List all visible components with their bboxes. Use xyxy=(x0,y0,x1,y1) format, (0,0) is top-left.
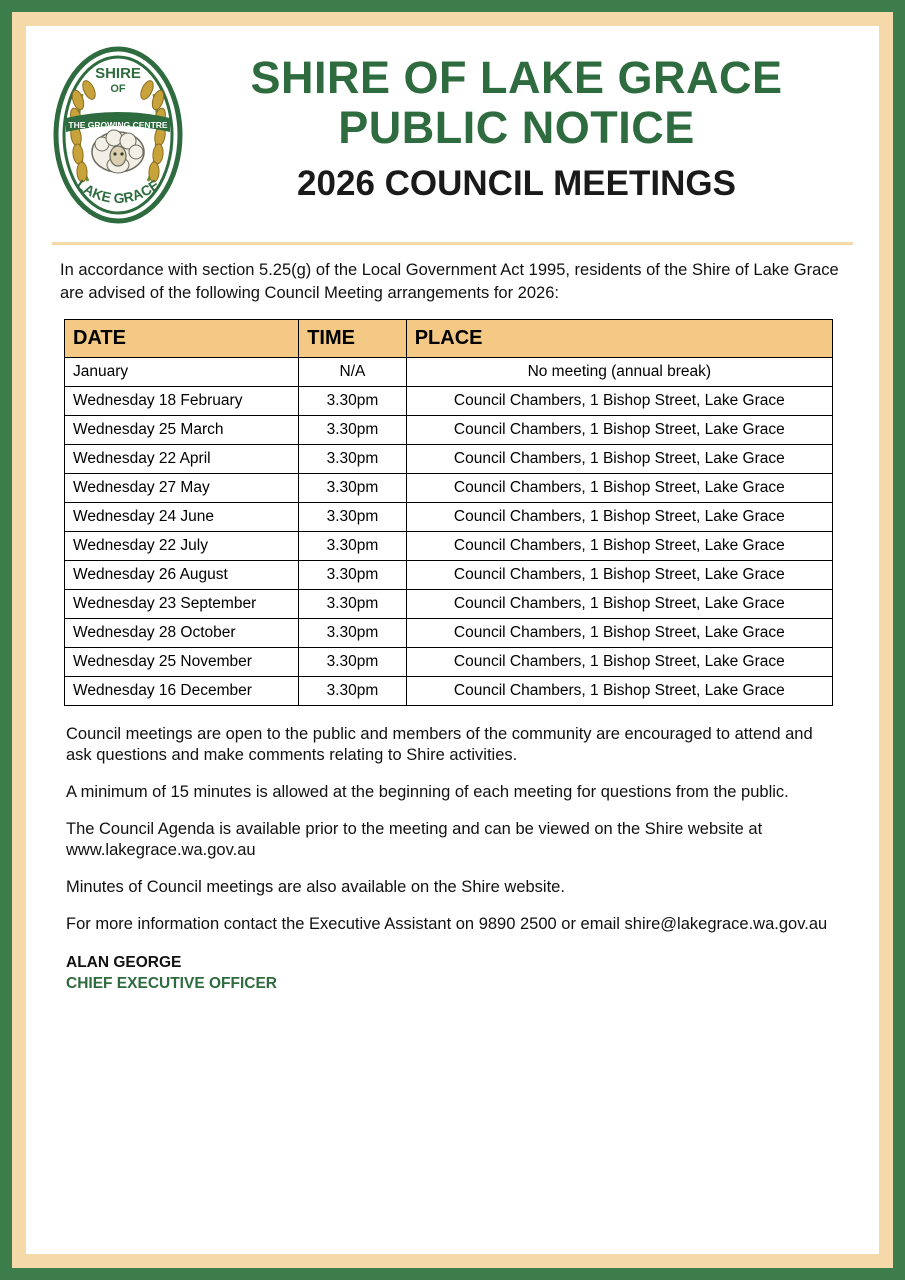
signatory-name: ALAN GEORGE xyxy=(66,954,182,972)
table-row xyxy=(65,647,833,676)
table-row xyxy=(65,473,833,502)
cell-time: 3.30pm xyxy=(299,560,407,589)
body-paragraph-contact: For more information contact the Executive Assistant on 9890 2500 or email shire@lakegrace.wa.gov.au xyxy=(66,915,828,934)
cell-date: Wednesday 18 February xyxy=(65,386,299,415)
cell-time: 3.30pm xyxy=(299,676,407,705)
column-header-time: TIME xyxy=(299,319,407,357)
body-paragraph-attendance: Council meetings are open to the public and members of the community are encouraged to attend and ask questions and make comments relating to Shire activities. xyxy=(66,724,813,764)
cell-place: Council Chambers, 1 Bishop Street, Lake Grace xyxy=(406,589,832,618)
table-row xyxy=(65,502,833,531)
cell-time: 3.30pm xyxy=(299,531,407,560)
body-paragraph-agenda: The Council Agenda is available prior to the meeting and can be viewed on the Shire website at www.lakegrace.wa.gov.au xyxy=(66,819,763,859)
cell-place: Council Chambers, 1 Bishop Street, Lake Grace xyxy=(406,386,832,415)
table-row xyxy=(65,589,833,618)
table-body xyxy=(65,357,833,705)
cell-place: Council Chambers, 1 Bishop Street, Lake Grace xyxy=(406,618,832,647)
cell-date: Wednesday 22 April xyxy=(65,444,299,473)
cell-place: Council Chambers, 1 Bishop Street, Lake Grace xyxy=(406,676,832,705)
cell-time: 3.30pm xyxy=(299,444,407,473)
cell-time: 3.30pm xyxy=(299,386,407,415)
cell-date: Wednesday 27 May xyxy=(65,473,299,502)
table-row xyxy=(65,531,833,560)
meetings-table xyxy=(64,319,833,706)
cell-date: Wednesday 28 October xyxy=(65,618,299,647)
cell-place: Council Chambers, 1 Bishop Street, Lake Grace xyxy=(406,647,832,676)
cell-time: 3.30pm xyxy=(299,415,407,444)
cell-date: Wednesday 16 December xyxy=(65,676,299,705)
cell-place: Council Chambers, 1 Bishop Street, Lake Grace xyxy=(406,560,832,589)
page-title-shire: SHIRE OF LAKE GRACE xyxy=(250,52,783,103)
notice-sheet xyxy=(26,26,879,1254)
signatory-role: CHIEF EXECUTIVE OFFICER xyxy=(66,975,277,993)
cell-place: Council Chambers, 1 Bishop Street, Lake Grace xyxy=(406,531,832,560)
cell-date: Wednesday 26 August xyxy=(65,560,299,589)
cell-date: Wednesday 22 July xyxy=(65,531,299,560)
cell-date: January xyxy=(65,357,299,386)
cell-date: Wednesday 23 September xyxy=(65,589,299,618)
cell-time: 3.30pm xyxy=(299,618,407,647)
column-header-date: DATE xyxy=(65,319,299,357)
cell-place: Council Chambers, 1 Bishop Street, Lake Grace xyxy=(406,415,832,444)
decorative-border xyxy=(12,12,893,1268)
signature-block xyxy=(66,953,839,995)
shire-crest-logo xyxy=(52,44,184,226)
header-titles xyxy=(198,44,853,203)
logo-of-text: OF xyxy=(110,83,126,95)
cell-date: Wednesday 25 March xyxy=(65,415,299,444)
cell-date: Wednesday 24 June xyxy=(65,502,299,531)
body-paragraph-questions: A minimum of 15 minutes is allowed at the beginning of each meeting for questions from the public. xyxy=(66,782,789,801)
table-row xyxy=(65,618,833,647)
page-subtitle-meetings: 2026 COUNCIL MEETINGS xyxy=(297,163,736,203)
header-divider xyxy=(52,242,853,245)
cell-time: 3.30pm xyxy=(299,502,407,531)
cell-time: 3.30pm xyxy=(299,589,407,618)
table-header-row xyxy=(65,319,833,357)
cell-place: Council Chambers, 1 Bishop Street, Lake Grace xyxy=(406,502,832,531)
logo-top-text: SHIRE xyxy=(95,65,141,82)
cell-place: Council Chambers, 1 Bishop Street, Lake Grace xyxy=(406,444,832,473)
intro-paragraph: In accordance with section 5.25(g) of the Local Government Act 1995, residents of the Shire of Lake Grace are advised of the following Council Meeting arrangements for 2026: xyxy=(60,261,839,302)
column-header-place: PLACE xyxy=(406,319,832,357)
cell-place: No meeting (annual break) xyxy=(406,357,832,386)
cell-place: Council Chambers, 1 Bishop Street, Lake Grace xyxy=(406,473,832,502)
cell-time: 3.30pm xyxy=(299,473,407,502)
logo-bottom-text: LAKE GRACE xyxy=(73,176,163,207)
cell-time: N/A xyxy=(299,357,407,386)
cell-date: Wednesday 25 November xyxy=(65,647,299,676)
notice-header xyxy=(52,44,853,232)
logo-band-text: THE GROWING CENTRE xyxy=(68,120,168,130)
table-row xyxy=(65,444,833,473)
table-row xyxy=(65,386,833,415)
table-row xyxy=(65,415,833,444)
body-paragraph-minutes: Minutes of Council meetings are also available on the Shire website. xyxy=(66,878,565,897)
cell-time: 3.30pm xyxy=(299,647,407,676)
page-title-notice: PUBLIC NOTICE xyxy=(338,101,695,153)
table-row xyxy=(65,560,833,589)
notice-body xyxy=(66,724,839,936)
table-row xyxy=(65,357,833,386)
table-row xyxy=(65,676,833,705)
